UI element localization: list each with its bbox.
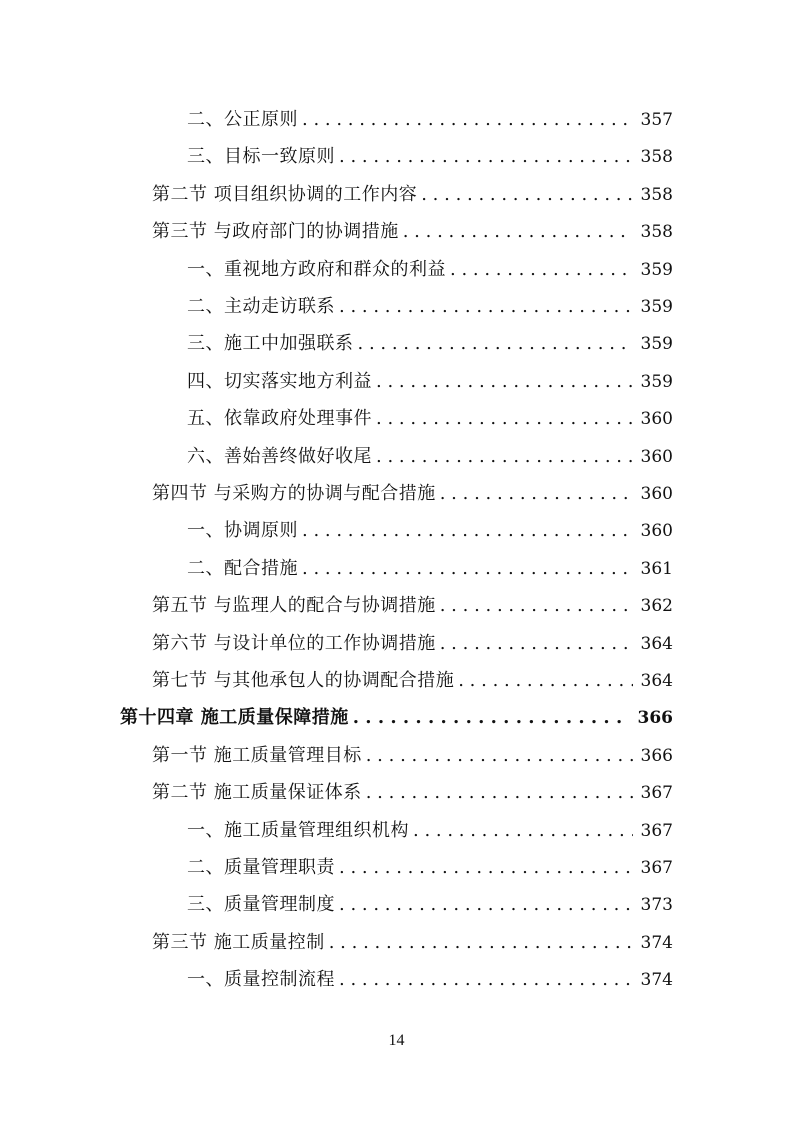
toc-entry-page-number: 364 xyxy=(640,671,673,691)
toc-entry[interactable] xyxy=(152,741,673,771)
dot-leader xyxy=(366,741,633,771)
dot-leader xyxy=(450,255,633,285)
toc-entry-title: 第十四章 施工质量保障措施 xyxy=(120,707,349,729)
dot-leader xyxy=(440,591,633,621)
toc-entry[interactable] xyxy=(187,965,673,995)
toc-entry-title: 第六节 与设计单位的工作协调措施 xyxy=(152,632,436,654)
toc-entry-page-number: 362 xyxy=(640,596,673,617)
dot-leader xyxy=(458,666,632,696)
dot-leader xyxy=(366,778,633,808)
toc-entry[interactable] xyxy=(187,142,673,172)
toc-entry[interactable] xyxy=(187,292,673,322)
toc-entry-title: 二、质量管理职责 xyxy=(187,857,335,878)
dot-leader xyxy=(339,890,633,920)
dot-leader xyxy=(302,516,633,546)
toc-entry[interactable] xyxy=(152,778,673,808)
toc-entry-page-number: 359 xyxy=(640,371,673,392)
dot-leader xyxy=(329,928,633,958)
toc-entry-title: 第三节 施工质量控制 xyxy=(152,931,325,953)
toc-entry[interactable] xyxy=(187,816,673,846)
toc-entry[interactable] xyxy=(152,479,673,509)
toc-entry[interactable] xyxy=(152,666,673,696)
toc-entry-page-number: 359 xyxy=(640,334,673,355)
toc-entry[interactable] xyxy=(152,180,673,210)
toc-entry-page-number: 360 xyxy=(640,409,673,430)
toc-entry-page-number: 373 xyxy=(640,895,673,916)
toc-entry[interactable] xyxy=(187,516,673,546)
toc-entry[interactable] xyxy=(187,853,673,883)
dot-leader xyxy=(339,965,633,995)
toc-entry-title: 三、目标一致原则 xyxy=(187,146,335,168)
toc-entry-page-number: 358 xyxy=(640,184,673,205)
dot-leader xyxy=(339,142,633,172)
toc-entry-title: 六、善始善终做好收尾 xyxy=(187,445,372,467)
dot-leader xyxy=(413,816,633,846)
dot-leader xyxy=(376,442,633,472)
toc-entry[interactable] xyxy=(187,554,673,584)
toc-entry-page-number: 366 xyxy=(637,708,673,729)
toc-entry-page-number: 359 xyxy=(640,259,673,280)
dot-leader xyxy=(376,404,633,434)
dot-leader xyxy=(358,329,633,359)
dot-leader xyxy=(302,105,633,135)
toc-entry[interactable] xyxy=(187,105,673,135)
dot-leader xyxy=(302,554,633,584)
toc-entry[interactable] xyxy=(152,591,673,621)
toc-entry-title: 一、质量控制流程 xyxy=(187,969,335,991)
toc-entry-page-number: 360 xyxy=(640,521,673,542)
dot-leader xyxy=(440,629,633,659)
toc-entry-title: 二、公正原则 xyxy=(187,109,298,130)
toc-entry-title: 三、质量管理制度 xyxy=(187,894,335,916)
toc-entry-title: 一、协调原则 xyxy=(187,520,298,542)
toc-entry[interactable] xyxy=(187,329,673,359)
toc-entry-page-number: 360 xyxy=(640,484,673,504)
dot-leader xyxy=(376,367,633,397)
toc-entry-title: 第一节 施工质量管理目标 xyxy=(152,744,362,766)
toc-entry-page-number: 361 xyxy=(640,558,673,579)
toc-entry[interactable] xyxy=(187,404,673,434)
toc-entry-page-number: 374 xyxy=(640,932,673,953)
toc-entry-title: 第二节 施工质量保证体系 xyxy=(152,782,362,804)
toc-entry-page-number: 367 xyxy=(640,820,673,841)
toc-entry-page-number: 366 xyxy=(640,745,673,766)
toc-entry-title: 第五节 与监理人的配合与协调措施 xyxy=(152,595,436,617)
toc-entry-page-number: 374 xyxy=(640,970,673,991)
dot-leader xyxy=(339,853,633,883)
toc-entry[interactable] xyxy=(187,442,673,472)
toc-entry-title: 第七节 与其他承包人的协调配合措施 xyxy=(152,670,455,691)
toc-entry-page-number: 367 xyxy=(640,858,673,878)
toc-entry-page-number: 367 xyxy=(640,783,673,804)
dot-leader xyxy=(353,703,630,733)
toc-entry-page-number: 358 xyxy=(640,147,673,168)
toc-entry-title: 一、重视地方政府和群众的利益 xyxy=(187,258,446,280)
toc-entry-title: 二、主动走访联系 xyxy=(187,296,335,317)
toc-entry[interactable] xyxy=(152,928,673,958)
toc-entry-title: 第三节 与政府部门的协调措施 xyxy=(152,221,399,243)
toc-entry-title: 第四节 与采购方的协调与配合措施 xyxy=(152,483,436,504)
page-number: 14 xyxy=(388,1032,405,1049)
toc-entry[interactable] xyxy=(120,703,673,733)
toc-entry[interactable] xyxy=(152,629,673,659)
toc-entry-page-number: 357 xyxy=(640,110,673,130)
toc-entry-title: 二、配合措施 xyxy=(187,557,298,579)
toc-entry[interactable] xyxy=(152,217,673,247)
toc-entry-title: 一、施工质量管理组织机构 xyxy=(187,819,409,841)
dot-leader xyxy=(403,217,633,247)
dot-leader xyxy=(421,180,632,210)
toc-entry-page-number: 358 xyxy=(640,222,673,243)
toc-entry[interactable] xyxy=(187,255,673,285)
toc-entry-title: 四、切实落实地方利益 xyxy=(187,370,372,392)
toc-entry-title: 五、依靠政府处理事件 xyxy=(187,408,372,430)
toc-entry[interactable] xyxy=(187,890,673,920)
toc-entry-page-number: 360 xyxy=(640,446,673,467)
toc-entry-page-number: 364 xyxy=(640,633,673,654)
dot-leader xyxy=(339,292,633,322)
toc-entry-title: 三、施工中加强联系 xyxy=(187,333,354,355)
toc-entry-page-number: 359 xyxy=(640,297,673,317)
toc-entry-title: 第二节 项目组织协调的工作内容 xyxy=(152,183,418,205)
toc-entry[interactable] xyxy=(187,367,673,397)
dot-leader xyxy=(440,479,633,509)
